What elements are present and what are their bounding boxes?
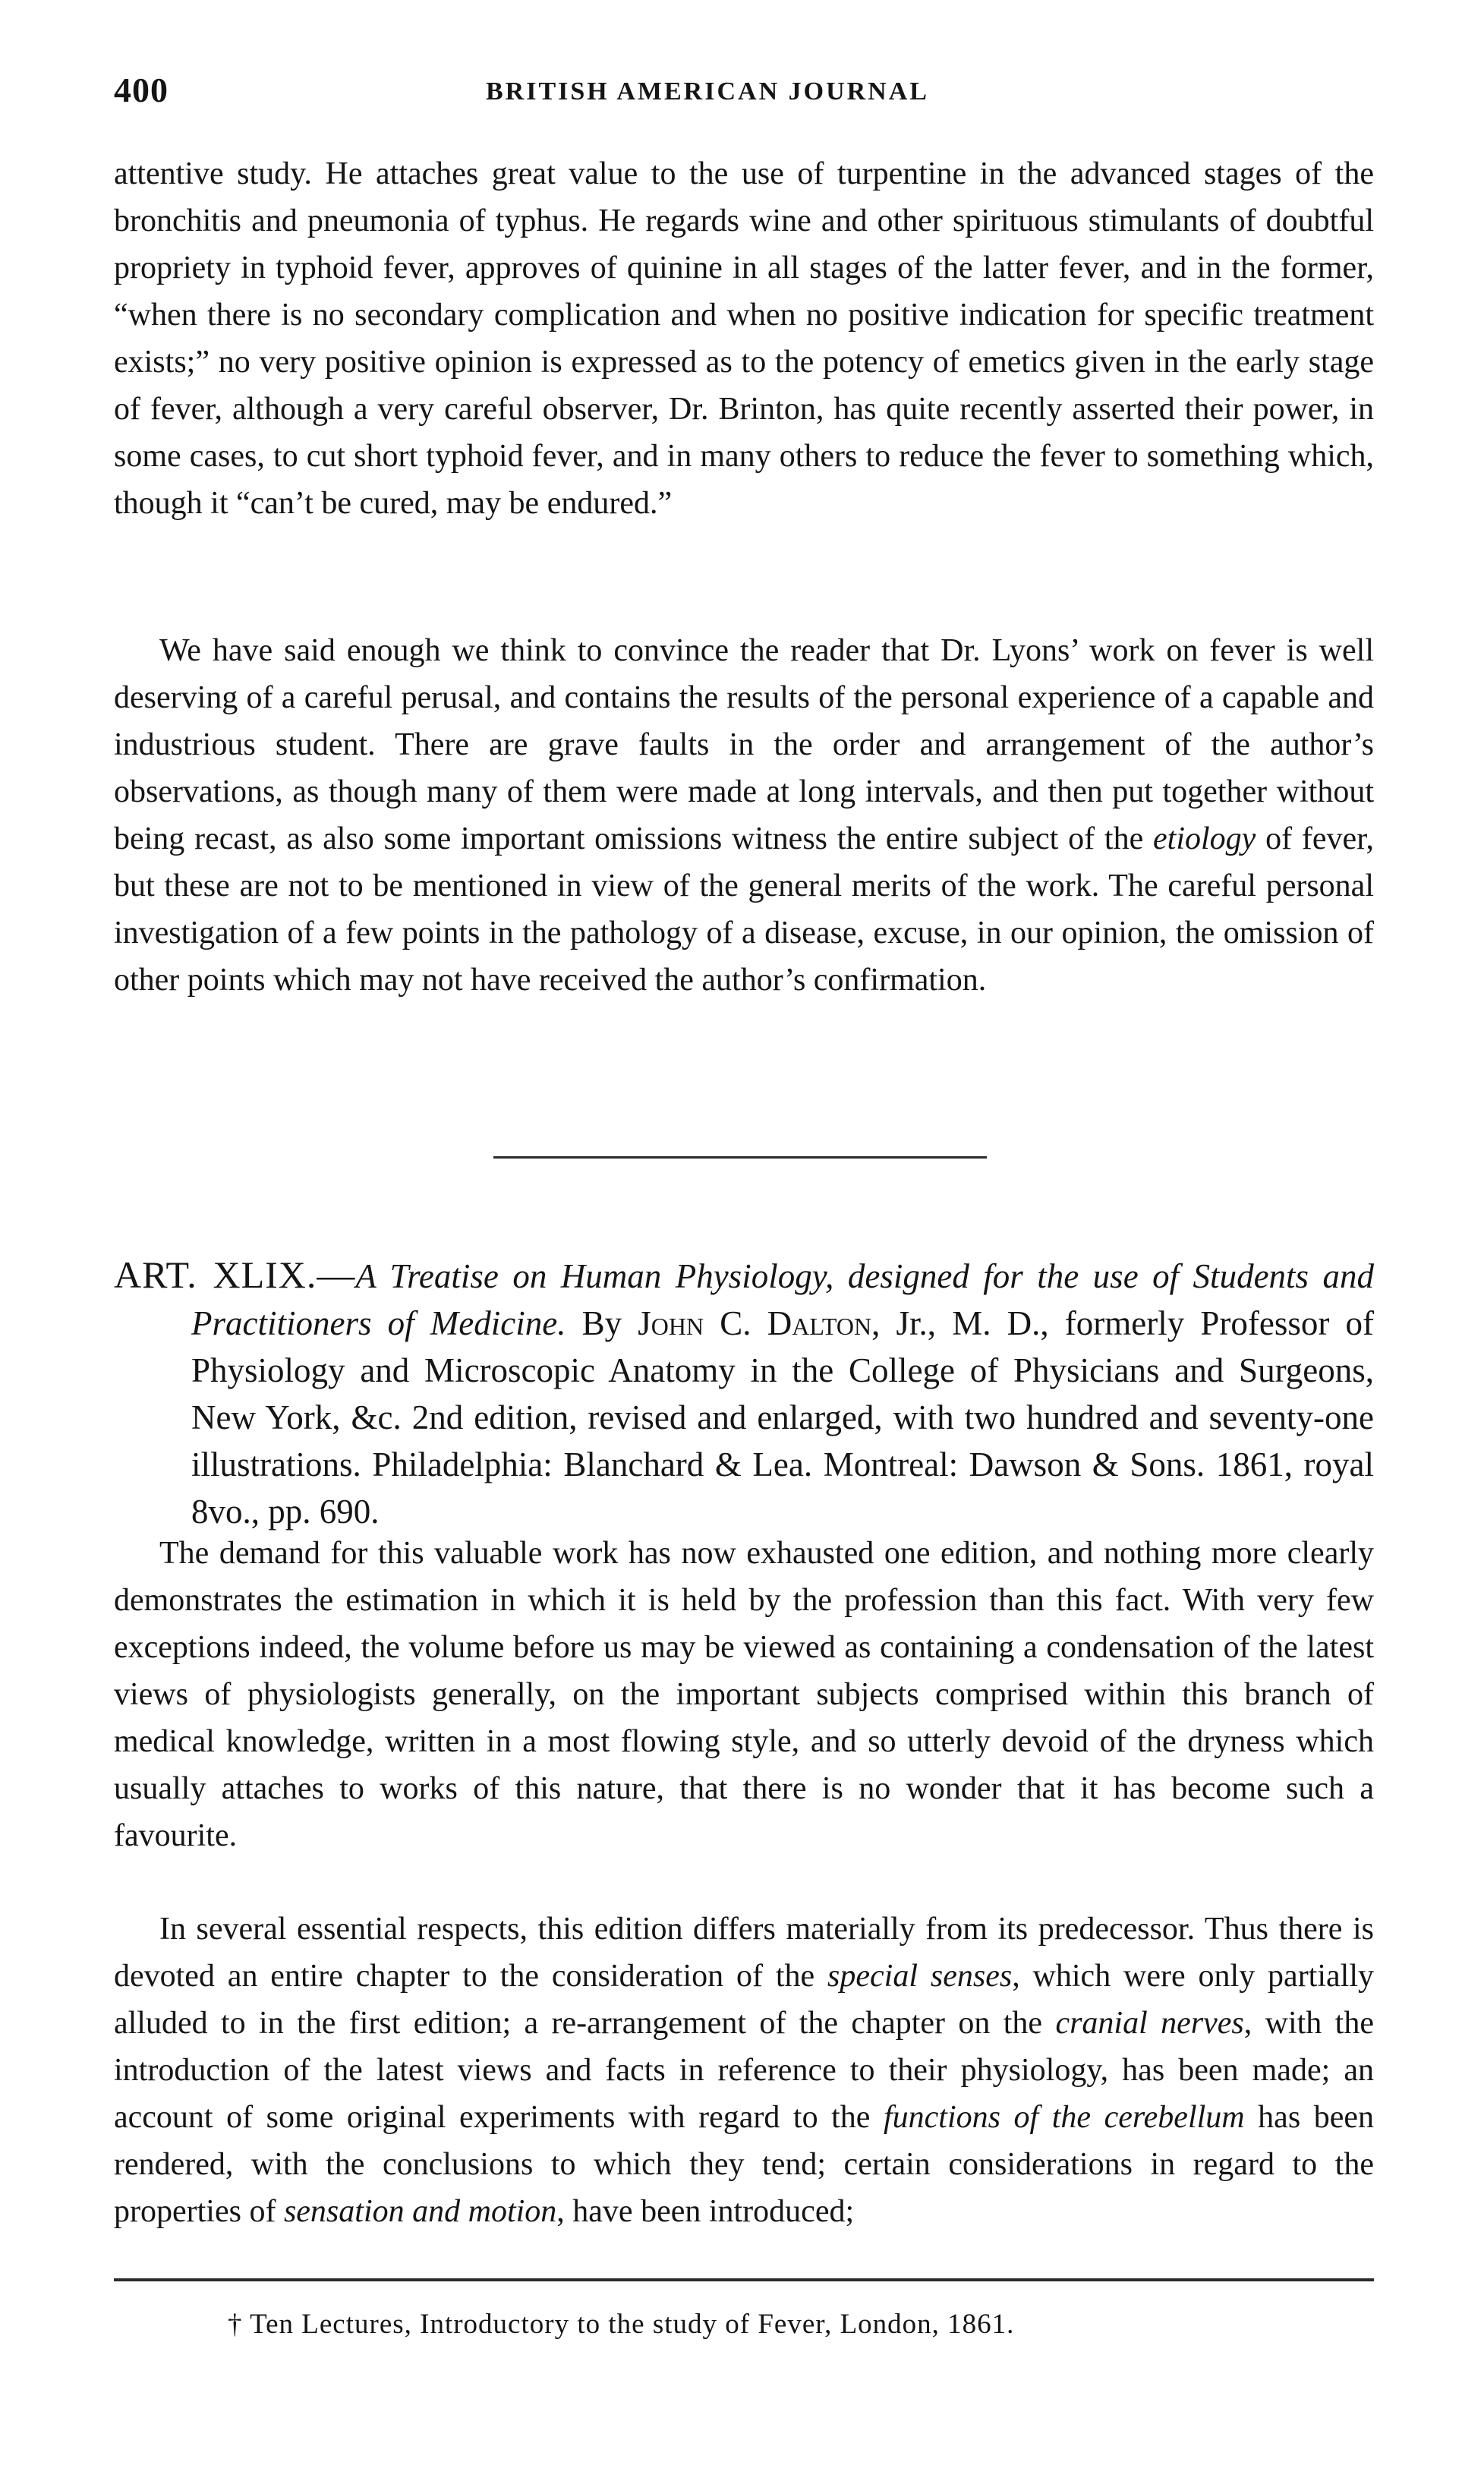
paragraph-demand [114,1530,1374,1859]
paragraph-1-text: attentive study. He attaches great value to the use of turpentine in the advanced stages of the bronchitis and pneumonia of typhus. He regards wine and other spirituous stimulants of doubtful propriety in typhoid fever, approves of quinine in all stages of the latter fever, and in the former, “when there is no secondary complication and when no positive indication for specific treatment exists;” no very positive opinion is expressed as to the potency of emetics given in the early stage of fever, although a very careful observer, Dr. Brinton, has quite recently asserted their power, in some cases, to cut short typhoid fever, and in many others to reduce the fever to something which, though it “can’t be cured, may be endured.” [114,156,1374,521]
paragraph-edition-differences [114,1906,1374,2235]
sensation-motion-italic: sensation and motion [283,2194,557,2229]
paragraph-4-text [114,1906,1374,2235]
paragraph-turpentine-typhus [114,150,1374,527]
article-citation [114,1251,1374,1535]
paragraph-4-part-5: , have been introduced; [556,2194,855,2229]
article-label: ART. XLIX.— [114,1253,356,1296]
article-details: , Jr., M. D., formerly Professor of Physiology and Microscopic Anatomy in the College of Physicians and Surgeons, New York, &c. 2nd edition, revised and enlarged, with two hundred and seventy-one illustrations. Philadelphia: Blanchard & Lea. Montreal: Dawson & Sons. 1861, royal 8vo., pp. 690. [191,1304,1374,1531]
paragraph-4-part-1: In several essential respects, this edition differs materially from its predecessor. Thus there is devoted an entire chapter to the consideration of the [114,1912,1374,1994]
paragraph-2-before-etiology: We have said enough we think to convince the reader that Dr. Lyons’ work on fever is well deserving of a careful perusal, and contains the results of the personal experience of a capable and industrious student. There are grave faults in the order and arrangement of the author’s observations, as though many of them were made at long intervals, and then put together without being recast, as also some important omissions witness the entire subject of the [114,633,1374,856]
section-divider [493,1156,987,1159]
functions-cerebellum-italic: functions of the cerebellum [883,2100,1245,2135]
footnote: † Ten Lectures, Introductory to the study of Fever, London, 1861. [228,2309,1015,2340]
running-head: BRITISH AMERICAN JOURNAL [486,77,929,106]
article-author: John C. Dalton [638,1304,872,1342]
footnote-divider [114,2278,1374,2281]
page-header [114,70,1374,123]
etiology-italic: etiology [1153,821,1256,856]
article-heading [114,1251,1374,1535]
special-senses-italic: special senses [827,1959,1013,1994]
paragraph-4-part-2: , which were only partially alluded to in the first edition; a re-arrangement of the chapter on the [114,1959,1374,2041]
article-by: By [566,1304,638,1342]
paragraph-4-part-3: , with the introduction of the latest views and facts in reference to their physiology, has been made; an account of some original experiments with regard to the [114,2006,1374,2135]
paragraph-2-text [114,627,1374,1004]
paragraph-3-text: The demand for this valuable work has now exhausted one edition, and nothing more clearly demonstrates the estimation in which it is held by the profession than this fact. With very few exceptions indeed, the volume before us may be viewed as containing a condensation of the latest views of physiologists generally, on the important subjects comprised within this branch of medical knowledge, written in a most flowing style, and so utterly devoid of the dryness which usually attaches to works of this nature, that there is no wonder that it has become such a favourite. [114,1536,1374,1853]
page-number: 400 [114,71,169,109]
paragraph-lyons-work [114,627,1374,1004]
paragraph-2-after-etiology: of fever, but these are not to be mentioned in view of the general merits of the work. The careful personal investigation of a few points in the pathology of a disease, excuse, in our opinion, the omission of other points which may not have received the author’s confirmation. [114,821,1374,998]
article-title: A Treatise on Human Physiology, designed for the use of Students and Practitioners of Medicine. [191,1257,1375,1342]
paragraph-4-part-4: has been rendered, with the conclusions to which they tend; certain considerations in regard to the properties of [114,2100,1374,2229]
cranial-nerves-italic: cranial nerves [1055,2006,1244,2041]
